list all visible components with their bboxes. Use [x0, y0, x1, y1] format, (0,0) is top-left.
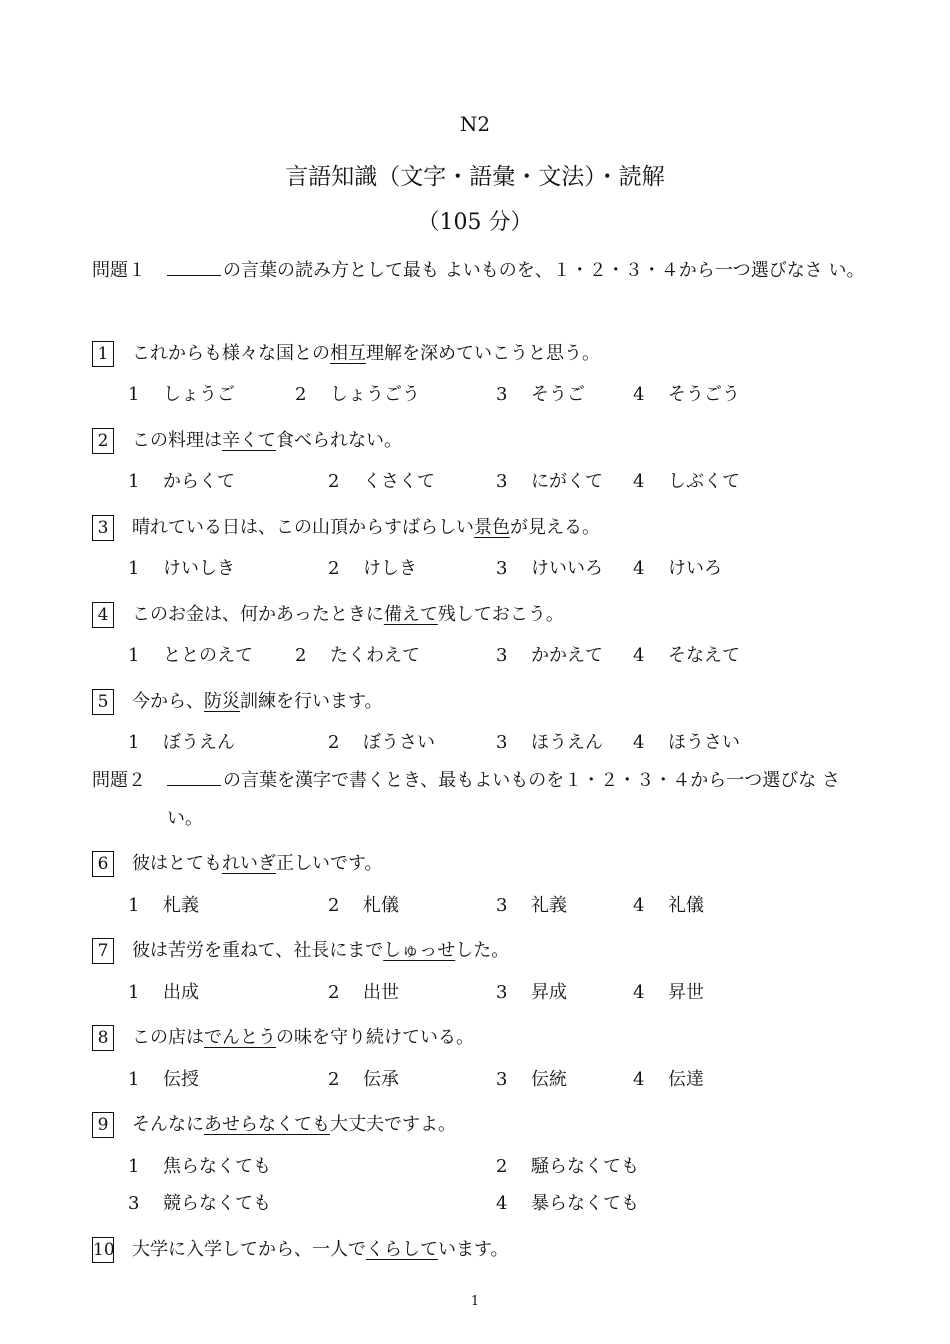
- target-word: 相互: [330, 343, 366, 364]
- option[interactable]: 3 昇成: [496, 982, 567, 1003]
- option[interactable]: 1 ぼうえん: [128, 732, 235, 753]
- option[interactable]: 3 伝統: [496, 1069, 567, 1090]
- option[interactable]: 3 ほうえん: [496, 732, 603, 753]
- option[interactable]: 4 そうごう: [633, 384, 740, 405]
- question-number: 5: [92, 689, 114, 715]
- option[interactable]: 4 そなえて: [633, 645, 740, 666]
- question-7: [92, 938, 892, 968]
- target-word: くらして: [366, 1239, 438, 1260]
- instruction-text: の言葉の読み方として最も よいものを、１・２・３・４から一つ選びなさ い。: [223, 260, 865, 281]
- question-1-options: [128, 381, 888, 409]
- option[interactable]: 2 伝承: [328, 1069, 399, 1090]
- question-number: 2: [92, 428, 114, 454]
- question-number: 8: [92, 1025, 114, 1051]
- exam-duration: （105 分）: [417, 210, 533, 235]
- question-7-options: [128, 979, 888, 1007]
- target-word: 備えて: [383, 604, 438, 625]
- question-2: [92, 428, 892, 458]
- blank-line: [167, 763, 221, 786]
- option[interactable]: 4 けいろ: [633, 558, 722, 579]
- option[interactable]: 2 たくわえて: [295, 645, 420, 666]
- question-number: 1: [92, 341, 114, 367]
- option[interactable]: 2 出世: [328, 982, 399, 1003]
- question-stem: この料理は辛くて食べられない。: [132, 430, 402, 451]
- option[interactable]: 3 けいいろ: [496, 558, 603, 579]
- question-3: [92, 515, 892, 545]
- option[interactable]: 3 かかえて: [496, 645, 603, 666]
- question-stem: この店はでんとうの味を守り続けている。: [132, 1027, 474, 1048]
- question-stem: 晴れている日は、この山頂からすばらしい景色が見える。: [132, 517, 600, 538]
- question-stem: このお金は、何かあったときに備えて残しておこう。: [132, 604, 564, 625]
- target-word: 景色: [474, 517, 510, 538]
- question-number: 6: [92, 851, 114, 877]
- question-8: [92, 1025, 892, 1055]
- option[interactable]: 2 くさくて: [328, 471, 435, 492]
- page-number: 1: [470, 1294, 480, 1309]
- option[interactable]: 2 しょうごう: [295, 384, 420, 405]
- option[interactable]: 3 礼義: [496, 895, 567, 916]
- question-4-options: [128, 642, 888, 670]
- option[interactable]: 1 札義: [128, 895, 199, 916]
- target-word: あせらなくても: [204, 1114, 330, 1135]
- question-10: [92, 1237, 892, 1267]
- instruction-text: の言葉を漢字で書くとき、最もよいものを１・２・３・４から一つ選びな さい。: [167, 770, 840, 829]
- target-word: でんとう: [204, 1027, 276, 1048]
- question-number: 9: [92, 1112, 114, 1138]
- option[interactable]: 1 けいしき: [128, 558, 235, 579]
- option[interactable]: 4 暴らなくても: [496, 1193, 639, 1214]
- option[interactable]: 1 ととのえて: [128, 645, 253, 666]
- question-stem: そんなにあせらなくても大丈夫ですよ。: [132, 1114, 456, 1135]
- target-word: 防災: [204, 691, 240, 712]
- question-stem: 彼はとてもれいぎ正しいです。: [132, 853, 383, 874]
- target-word: しゅっせ: [383, 940, 456, 961]
- option[interactable]: 2 札儀: [328, 895, 399, 916]
- option[interactable]: 4 昇世: [633, 982, 704, 1003]
- option[interactable]: 3 そうご: [496, 384, 585, 405]
- question-5-options: [128, 729, 888, 757]
- question-3-options: [128, 555, 888, 583]
- target-word: 辛くて: [222, 430, 276, 451]
- option[interactable]: 4 しぶくて: [633, 471, 740, 492]
- option[interactable]: 1 しょうご: [128, 384, 235, 405]
- question-stem: 彼は苦労を重ねて、社長にまでしゅっせした。: [132, 940, 510, 961]
- question-stem: 大学に入学してから、一人でくらしています。: [132, 1239, 509, 1260]
- option[interactable]: 1 からくて: [128, 471, 235, 492]
- option[interactable]: 2 ぼうさい: [328, 732, 435, 753]
- option[interactable]: 1 焦らなくても: [128, 1156, 271, 1177]
- question-4: [92, 602, 892, 632]
- section-label: 問題２: [92, 770, 146, 791]
- option[interactable]: 3 競らなくても: [128, 1193, 271, 1214]
- question-9: [92, 1112, 892, 1142]
- option[interactable]: 4 礼儀: [633, 895, 704, 916]
- question-9-options-row-2: [128, 1190, 888, 1218]
- exam-title: 言語知識（文字・語彙・文法）・読解: [285, 164, 665, 190]
- option[interactable]: 1 伝授: [128, 1069, 199, 1090]
- blank-line: [167, 253, 221, 276]
- question-6: [92, 851, 892, 881]
- exam-level: N2: [459, 112, 491, 136]
- option[interactable]: 4 ほうさい: [633, 732, 740, 753]
- question-number: 7: [92, 938, 114, 964]
- question-1: [92, 341, 892, 371]
- question-stem: 今から、防災訓練を行います。: [132, 691, 383, 712]
- question-8-options: [128, 1066, 888, 1094]
- question-number: 4: [92, 602, 114, 628]
- option[interactable]: 2 騒らなくても: [496, 1156, 639, 1177]
- option[interactable]: 3 にがくて: [496, 471, 603, 492]
- section-label: 問題１: [92, 260, 146, 281]
- question-number: 3: [92, 515, 114, 541]
- question-number: 10: [92, 1237, 114, 1263]
- option[interactable]: 2 けしき: [328, 558, 417, 579]
- question-5: [92, 689, 892, 719]
- question-6-options: [128, 892, 888, 920]
- question-stem: これからも様々な国との相互理解を深めていこうと思う。: [132, 343, 600, 364]
- target-word: れいぎ: [222, 853, 276, 874]
- option[interactable]: 4 伝達: [633, 1069, 704, 1090]
- question-9-options-row-1: [128, 1153, 888, 1181]
- question-2-options: [128, 468, 888, 496]
- option[interactable]: 1 出成: [128, 982, 199, 1003]
